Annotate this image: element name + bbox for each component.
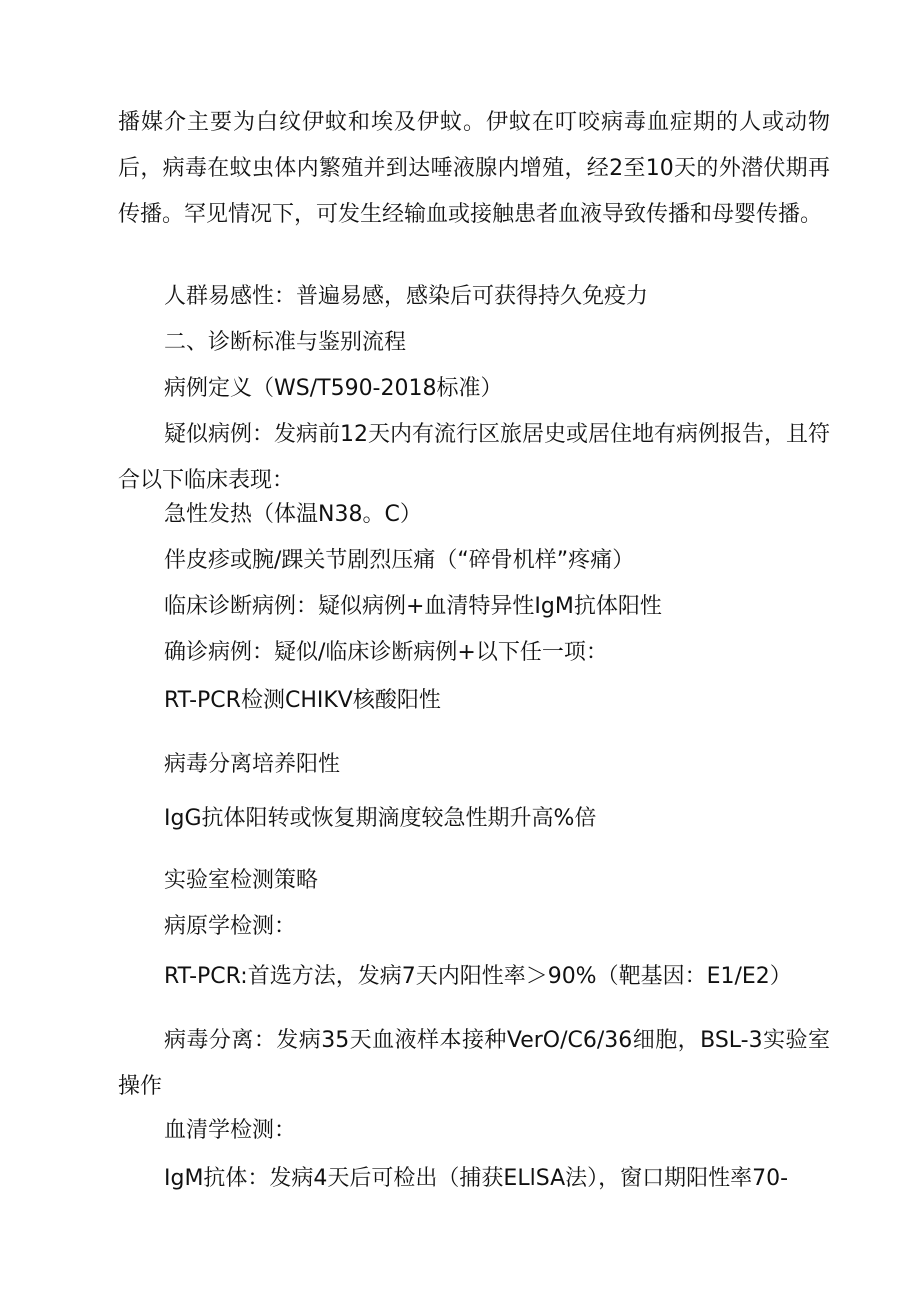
igm-antibody-line: IgM抗体：发病4天后可检出（捕获ELlSA法），窗口期阳性率70- [164,1166,789,1191]
confirm-item-isolation: 病毒分离培养阳性 [164,752,341,777]
section-heading: 二、诊断标准与鉴别流程 [164,330,407,355]
pathogen-detection-heading: 病原学检测： [164,914,297,939]
lab-strategy-heading: 实验室检测策略 [164,868,319,893]
serology-heading: 血清学检测： [164,1118,297,1143]
rtpcr-method-line: RT-PCR:首选方法，发病7天内阳性率＞90%（靶基因：E1/E2） [164,964,792,989]
criterion-rash: 伴皮疹或腕/踝关节剧烈压痛（“碎骨机样”疼痛） [164,548,635,573]
confirm-item-igg: IgG抗体阳转或恢复期滴度较急性期升高%倍 [164,806,597,831]
clinical-case-line: 临床诊断病例：疑似病例+血清特异性IgM抗体阳性 [164,594,662,619]
transmission-paragraph: 播媒介主要为白纹伊蚊和埃及伊蚊。伊蚊在叮咬病毒血症期的人或动物后，病毒在蚊虫体内繁殖并到达唾液腺内增殖，经2至10天的外潜伏期再传播。罕见情况下，可发生经输血或接触患者血液导致传播和母婴传播。 [118,110,830,227]
confirm-item-rtpcr: RT-PCR检测CHIKV核酸阳性 [164,688,441,713]
confirmed-case-line: 确诊病例：疑似/临床诊断病例+以下任一项： [164,640,608,665]
case-definition-heading: 病例定义（WS/T590-2018标准） [164,376,503,401]
susceptibility-line: 人群易感性：普遍易感，感染后可获得持久免疫力 [164,284,649,309]
criterion-fever: 急性发热（体温N38。C） [164,502,422,527]
virus-isolation-paragraph: 病毒分离：发病35天血液样本接种VerO/C6/36细胞，BSL-3实验室操作 [118,1028,830,1099]
suspected-case-paragraph: 疑似病例：发病前12天内有流行区旅居史或居住地有病例报告，且符合以下临床表现： [118,422,830,493]
